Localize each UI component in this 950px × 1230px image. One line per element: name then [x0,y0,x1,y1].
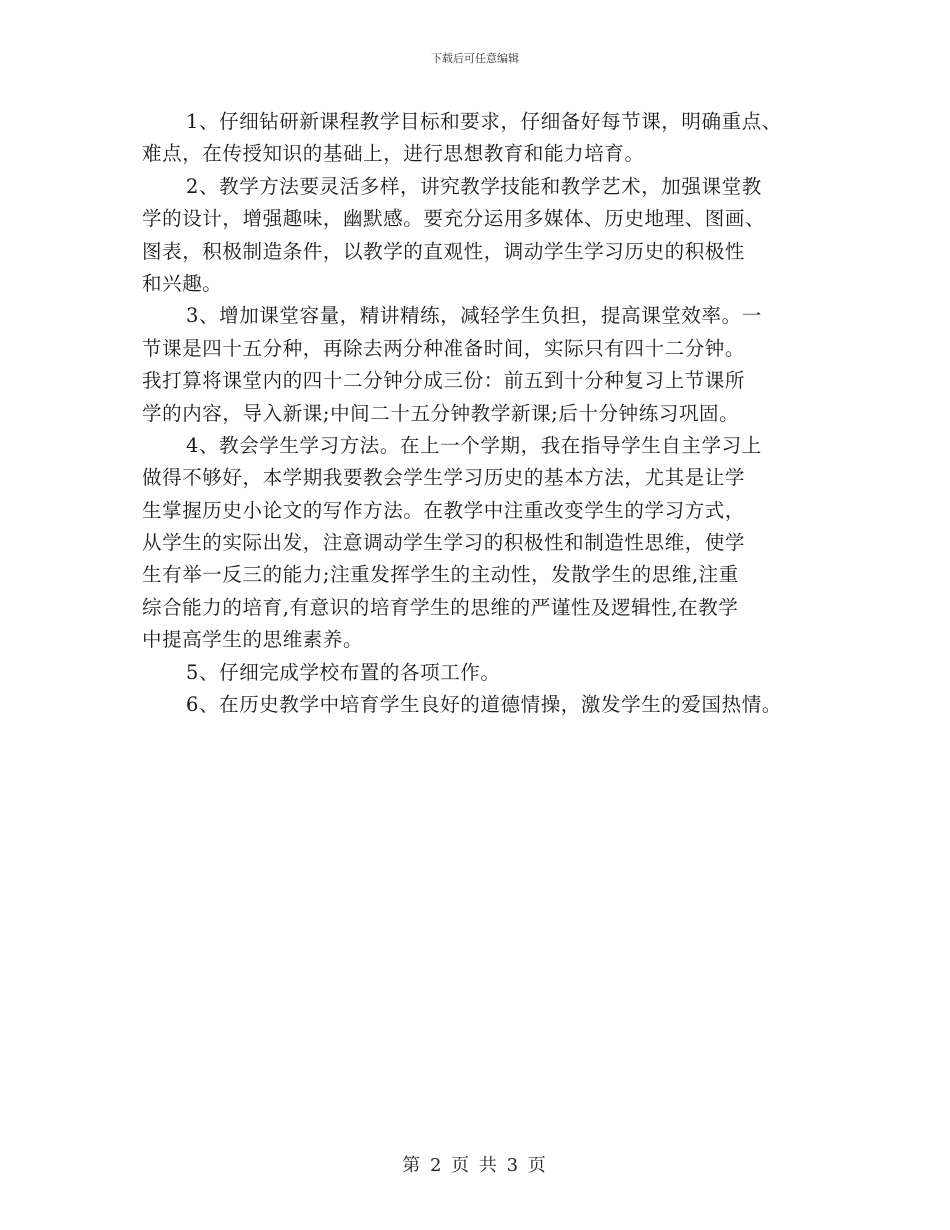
text-line: 6、在历史教学中培育学生良好的道德情操，激发学生的爱国热情。 [186,693,782,717]
page-header: 下载后可任意编辑 [431,52,519,65]
text-line: 综合能力的培育,有意识的培育学生的思维的严谨性及逻辑性,在教学 [142,595,739,619]
text-line: 4、教会学生学习方法。在上一个学期，我在指导学生自主学习上 [186,433,762,457]
text-line: 3、增加课堂容量，精讲精练，减轻学生负担，提高课堂效率。一 [186,304,762,328]
text-line: 我打算将课堂内的四十二分钟分成三份：前五到十分种复习上节课所 [142,369,746,393]
text-line: 做得不够好，本学期我要教会学生学习历史的基本方法，尤其是让学 [142,466,746,490]
text-line: 5、仔细完成学校布置的各项工作。 [186,660,501,684]
text-line: 2、教学方法要灵活多样，讲究教学技能和教学艺术，加强课堂教 [186,174,762,198]
text-line: 生有举一反三的能力;注重发挥学生的主动性，发散学生的思维,注重 [142,563,739,587]
text-line: 和兴趣。 [142,271,223,295]
page-number-footer: 第 2 页 共 3 页 [402,1155,548,1176]
body-text [142,106,842,721]
text-line: 中提高学生的思维素养。 [142,628,364,652]
text-line: 图表，积极制造条件，以教学的直观性，调动学生学习历史的积极性 [142,239,746,263]
text-line: 难点，在传授知识的基础上，进行思想教育和能力培育。 [142,142,645,166]
text-line: 1、仔细钻研新课程教学目标和要求，仔细备好每节课，明确重点、 [186,110,782,133]
text-line: 从学生的实际出发，注意调动学生学习的积极性和制造性思维，使学 [142,531,746,555]
text-line: 生掌握历史小论文的写作方法。在教学中注重改变学生的学习方式， [142,498,746,522]
text-line: 节课是四十五分种，再除去两分种准备时间，实际只有四十二分钟。 [142,336,746,360]
text-line: 学的内容，导入新课;中间二十五分钟教学新课;后十分钟练习巩固。 [142,401,740,425]
text-line: 学的设计，增强趣味，幽默感。要充分运用多媒体、历史地理、图画、 [142,207,766,231]
